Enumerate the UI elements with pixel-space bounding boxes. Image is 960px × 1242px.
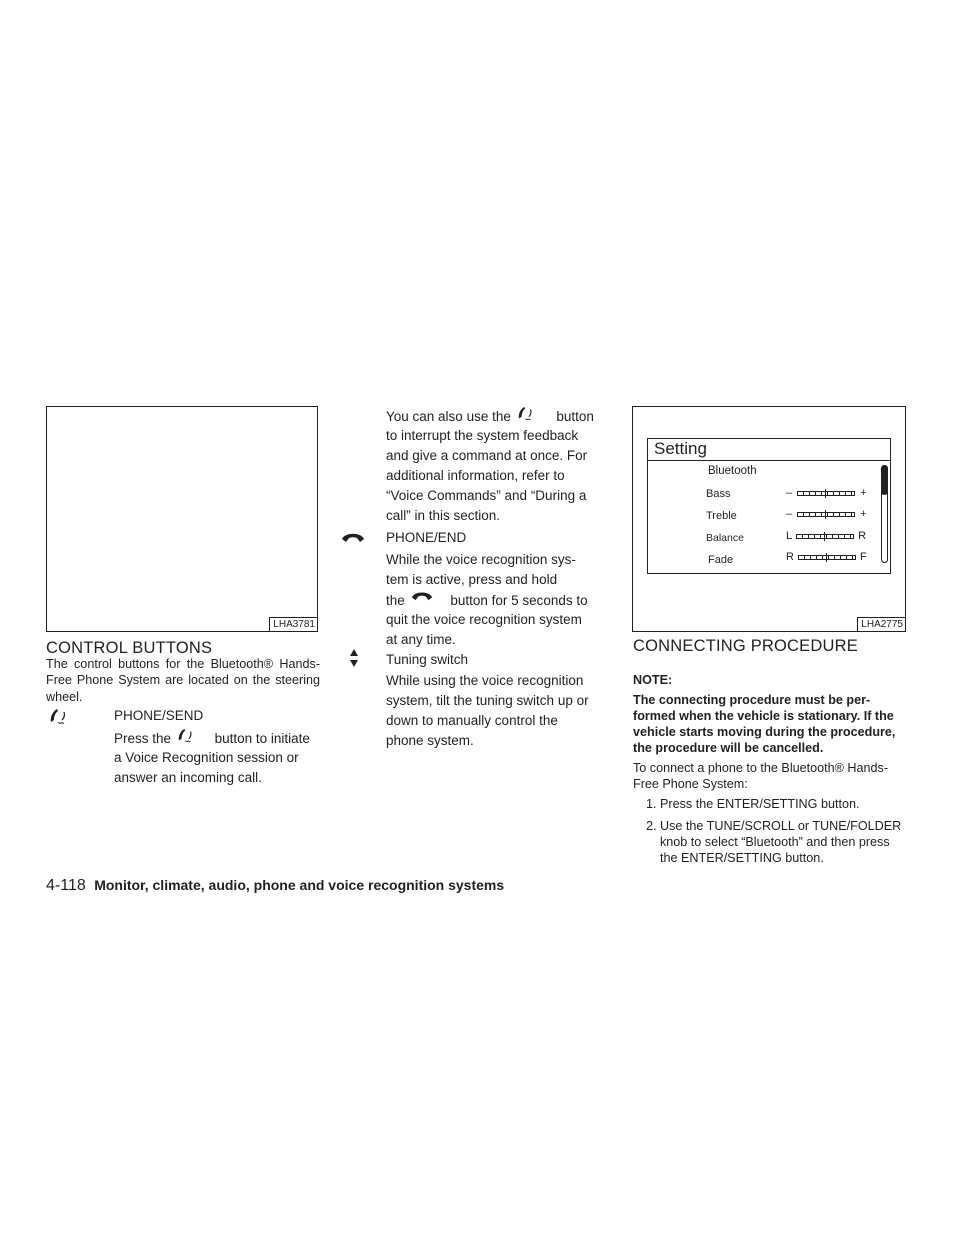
phone-end-line4: quit the voice recognition system bbox=[386, 612, 582, 627]
phone-send-inline-icon bbox=[175, 728, 199, 744]
menu-item-treble: Treble bbox=[706, 510, 737, 522]
page-number: 4-118 bbox=[46, 877, 86, 894]
tuning-switch-line2: system, tilt the tuning switch up or bbox=[386, 693, 589, 708]
phone-send-line1 bbox=[114, 728, 310, 749]
fade-front: F bbox=[859, 551, 867, 563]
bass-plus: + bbox=[860, 487, 867, 499]
treble-plus: + bbox=[860, 508, 867, 520]
tuning-switch-line4: phone system. bbox=[386, 733, 474, 748]
phone-end-line5: at any time. bbox=[386, 632, 456, 647]
menu-item-fade: Fade bbox=[708, 554, 734, 566]
connecting-heading: CONNECTING PROCEDURE bbox=[633, 637, 858, 655]
left-figure-label: LHA3781 bbox=[269, 617, 317, 631]
phone-send-line3: answer an incoming call. bbox=[114, 770, 262, 785]
also-use-line-6: call” in this section. bbox=[386, 508, 501, 523]
tuning-switch-icon bbox=[349, 648, 359, 668]
phone-send-inline-icon bbox=[515, 406, 539, 422]
bass-bar bbox=[797, 491, 855, 496]
tuning-switch-title: Tuning switch bbox=[386, 652, 469, 667]
menu-item-bass: Bass bbox=[706, 488, 731, 500]
note-line-2: formed when the vehicle is stationary. If the bbox=[633, 709, 894, 723]
menu-item-balance: Balance bbox=[706, 532, 744, 544]
fade-bar bbox=[798, 555, 856, 560]
right-figure-label: LHA2775 bbox=[857, 617, 905, 631]
step-2-number: 2. bbox=[646, 819, 657, 833]
bass-minus: – bbox=[786, 487, 793, 499]
phone-end-line1: While the voice recognition sys- bbox=[386, 552, 576, 567]
treble-minus: – bbox=[786, 508, 793, 520]
step-2-line-3: the ENTER/SETTING button. bbox=[660, 851, 824, 865]
step-1-number: 1. bbox=[646, 797, 657, 811]
treble-slider bbox=[786, 508, 867, 520]
control-buttons-heading: CONTROL BUTTONS bbox=[46, 639, 213, 657]
note-line-4: the procedure will be cancelled. bbox=[633, 741, 824, 755]
also-use-line-4: additional information, refer to bbox=[386, 468, 565, 483]
phone-end-line3-post: button for 5 seconds to bbox=[450, 593, 588, 608]
phone-send-line2: a Voice Recognition session or bbox=[114, 750, 299, 765]
note-label: NOTE: bbox=[633, 673, 673, 687]
also-use-line bbox=[386, 406, 594, 427]
scrollbar-thumb bbox=[881, 465, 888, 495]
setting-screen-title: Setting bbox=[654, 439, 707, 458]
phone-send-title: PHONE/SEND bbox=[114, 708, 204, 723]
fade-rear: R bbox=[786, 551, 794, 563]
phone-end-line2: tem is active, press and hold bbox=[386, 572, 558, 587]
step-1-text: Press the ENTER/SETTING button. bbox=[660, 797, 860, 811]
setting-title-divider bbox=[648, 460, 890, 461]
fade-slider bbox=[786, 551, 867, 563]
note-line-1: The connecting procedure must be per- bbox=[633, 693, 871, 707]
step-2-line-1: Use the TUNE/SCROLL or TUNE/FOLDER bbox=[660, 819, 902, 833]
also-use-line-2: to interrupt the system feedback bbox=[386, 428, 579, 443]
balance-slider bbox=[786, 530, 866, 542]
bass-slider bbox=[786, 487, 867, 499]
control-buttons-intro: The control buttons for the Bluetooth® Hands-Free Phone System are located on the steering wheel. bbox=[46, 657, 320, 704]
note-line-3: vehicle starts moving during the procedure, bbox=[633, 725, 896, 739]
tuning-switch-line1: While using the voice recognition bbox=[386, 673, 584, 688]
balance-right: R bbox=[858, 530, 867, 542]
phone-end-line3 bbox=[386, 590, 588, 611]
phone-send-icon bbox=[48, 708, 72, 726]
also-use-line-5: “Voice Commands” and “During a bbox=[386, 488, 587, 503]
right-figure bbox=[632, 406, 906, 632]
also-use-pre: You can also use the bbox=[386, 409, 511, 424]
menu-item-bluetooth: Bluetooth bbox=[708, 465, 757, 477]
phone-end-icon bbox=[341, 531, 365, 543]
phone-send-text-post: button to initiate bbox=[214, 731, 310, 746]
phone-end-inline-icon bbox=[411, 590, 433, 601]
treble-bar bbox=[797, 512, 855, 517]
section-title: Monitor, climate, audio, phone and voice recognition systems bbox=[94, 877, 505, 893]
connect-intro-2: Free Phone System: bbox=[633, 777, 748, 791]
step-2-line-2: knob to select “Bluetooth” and then press bbox=[660, 835, 890, 849]
balance-bar bbox=[796, 534, 854, 539]
page-footer bbox=[46, 877, 504, 895]
connect-intro-1: To connect a phone to the Bluetooth® Hands- bbox=[633, 761, 889, 775]
left-figure bbox=[46, 406, 318, 632]
also-use-post: button bbox=[556, 409, 594, 424]
phone-send-text-pre: Press the bbox=[114, 731, 172, 746]
also-use-line-3: and give a command at once. For bbox=[386, 448, 588, 463]
tuning-switch-line3: down to manually control the bbox=[386, 713, 558, 728]
phone-end-title: PHONE/END bbox=[386, 530, 467, 545]
setting-screen bbox=[647, 438, 891, 574]
phone-end-line3-pre: the bbox=[386, 593, 405, 608]
balance-left: L bbox=[786, 530, 793, 542]
